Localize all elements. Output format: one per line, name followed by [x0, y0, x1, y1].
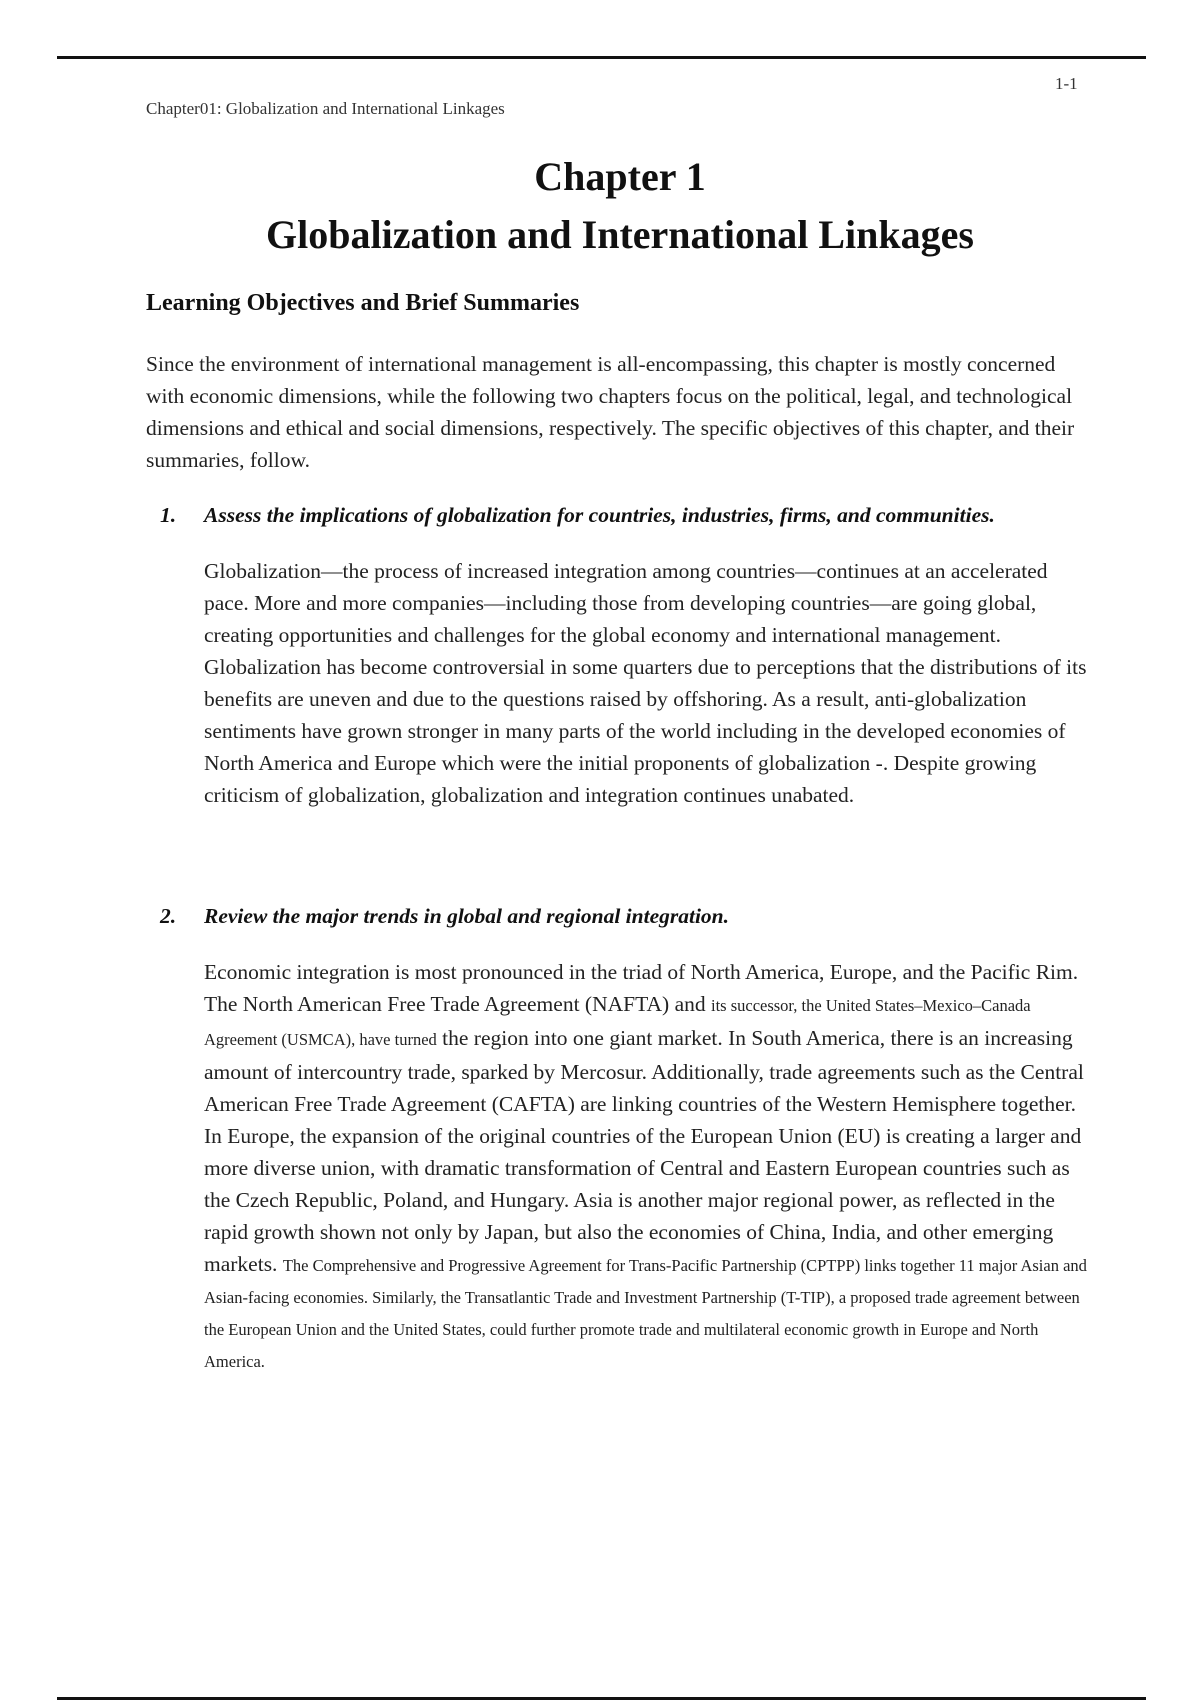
- objective-1: [146, 499, 1106, 811]
- summary-text-small: its successor, the United States–Mexico–Canada Agreement (USMCA), have turned: [204, 996, 1031, 1049]
- summary-text: the region into one giant market. In South America, there is an increasing amount of intercountry trade, sparked by Mercosur. Additionally, trade agreements such as the Central American Free Trade Agreement (CAFTA) are linking countries of the Western Hemisphere together. In Europe, the expansion of the original countries of the European Union (EU) is creating a larger and more diverse union, with dramatic transformation of Central and Eastern European countries such as the Czech Republic, Poland, and Hungary. Asia is another major regional power, as reflected in the rapid growth shown not only by Japan, but also the economies of China, India, and other emerging markets.: [204, 1026, 1084, 1276]
- chapter-title: [0, 148, 1200, 264]
- objective-title: [146, 900, 1106, 932]
- objective-title: [146, 499, 1106, 531]
- top-rule: [57, 56, 1146, 59]
- objective-2: [146, 900, 1106, 1376]
- running-header: Chapter01: Globalization and International Linkages: [146, 99, 505, 118]
- objective-summary: [204, 956, 1089, 1376]
- summary-text: Economic integration is most pronounced in the triad of North America, Europe, and the Pacific Rim. The North American Free Trade Agreement (NAFTA) and: [204, 960, 1079, 1016]
- chapter-name: Globalization and International Linkages: [266, 212, 974, 257]
- objective-number: 2.: [160, 904, 177, 928]
- objective-summary: Globalization—the process of increased integration among countries—continues at an accelerated pace. More and more companies—including those from developing countries—are going global, creating opportunities and challenges for the global economy and international management. Globalization has become controversial in some quarters due to perceptions that the distributions of its benefits are uneven and due to the questions raised by offshoring. As a result, anti-globalization sentiments have grown stronger in many parts of the world including in the developed economies of North America and Europe which were the initial proponents of globalization -. Despite growing criticism of globalization, globalization and integration continues unabated.: [204, 559, 1087, 807]
- chapter-label: Chapter 1: [534, 154, 706, 199]
- page-number: 1-1: [1055, 74, 1078, 93]
- objective-title-text: Assess the implications of globalization for countries, industries, firms, and communities.: [204, 503, 995, 527]
- objective-title-text: Review the major trends in global and regional integration.: [204, 904, 730, 928]
- summary-text-small: The Comprehensive and Progressive Agreement for Trans-Pacific Partnership (CPTPP) links together 11 major Asian and Asian-facing economies. Similarly, the Transatlantic Trade and Investment Partnership (T-TIP), a proposed trade agreement between the European Union and the United States, could further promote trade and multilateral economic growth in Europe and North America.: [204, 1256, 1087, 1371]
- intro-paragraph: Since the environment of international management is all-encompassing, this chapter is mostly concerned with economic dimensions, while the following two chapters focus on the political, legal, and technological dimensions and ethical and social dimensions, respectively. The specific objectives of this chapter, and their summaries, follow.: [146, 352, 1075, 472]
- objective-number: 1.: [160, 503, 177, 527]
- section-heading: Learning Objectives and Brief Summaries: [146, 290, 580, 316]
